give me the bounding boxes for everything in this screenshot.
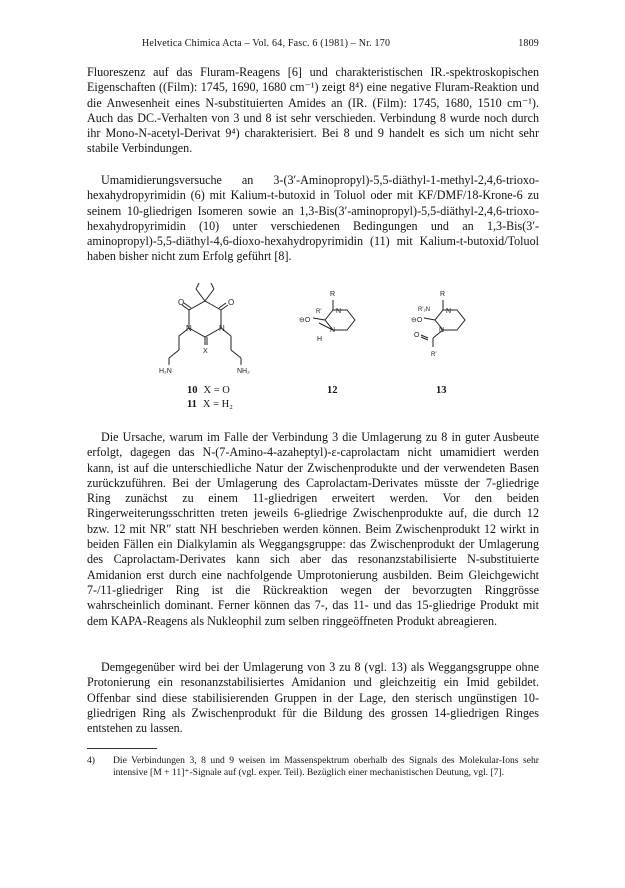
paragraph-1: Fluoreszenz auf das Fluram-Reagens [6] und charakteristischen IR.-spektroskopischen Eigenschaften ((Film): 1745, 1690, 1680 cm⁻¹) zeigt 8⁴) eine negative Fluram-Reaktion und die Anwesenheit eines N-substituierten Amides an (IR. (Film): 1745, 1680, 1510 cm⁻¹). Auch das DC.-Verhalten von 3 und 8 ist sehr verschieden. Verbindung 8 wurde noch durch ihr Mono-N-acetyl-Derivat 9⁴) charakterisiert. Bei 8 und 9 handelt es sich um nicht sehr stabile Verbindungen. — [87, 65, 539, 156]
page-number: 1809 — [518, 38, 539, 49]
journal-title: Helvetica Chimica Acta – Vol. 64, Fasc. 6 (1981) – Nr. 170 — [142, 38, 391, 49]
paragraph-4: Demgegenüber wird bei der Umlagerung von 3 zu 8 (vgl. 13) als Weggangsgruppe ohne Protonierung ein resonanzstabilisiertes Amidanion und gleichzeitig ein Imid gebildet. Offenbar sind diese stabilisierenden Gruppen in der Lage, den sterisch ungünstigen 10-gliedrigen Ring als Zwischenprodukt für die Bildung des grossen 14-gliedrigen Ringes entstehen zu lassen. — [87, 660, 539, 736]
footnote-rule — [87, 748, 157, 749]
atom-r-12: R — [330, 291, 336, 298]
chemical-structures — [87, 283, 539, 423]
atom-o-right: O — [228, 298, 235, 307]
label-11-x: X = H₂ — [202, 399, 233, 410]
label-10-x: X = O — [203, 385, 230, 396]
label-11-num: 11 — [187, 399, 197, 410]
atom-n1-13: N — [446, 308, 452, 315]
atom-r-13: R — [440, 291, 446, 298]
label-compound-13: 13 — [436, 385, 447, 396]
footnote-text: Die Verbindungen 3, 8 und 9 weisen im Massenspektrum oberhalb des Signals des Molekular-Ions sehr intensive [M + 11]⁺-Signale auf (vgl. exper. Teil). Bezüglich einer mechanistischen Deutung, vgl. [7]. — [113, 755, 539, 778]
atom-n2-12: N — [330, 327, 336, 334]
label-compound-10 — [187, 385, 230, 396]
paragraph-2: Umamidierungsversuche an 3-(3′-Aminopropyl)-5,5-diäthyl-1-methyl-2,4,6-trioxo-hexahydropyrimidin (6) mit Kalium-t-butoxid in Toluol oder mit KF/DMF/18-Krone-6 zu seinem 10-gliedrigen Isomeren sowie an 1,3-Bis(3′-aminopropyl)-5,5-diäthyl-2,4,6-trioxo-hexahydropyrimidin (10) unter verschiedenen Bedingungen und an 1,3-Bis(3′-aminopropyl)-5,5-diäthyl-4,6-dioxo-hexahydropyrimidin (11) mit Kalium-t-butoxid/Toluol haben bisher nicht zum Erfolg geführt [8]. — [87, 173, 539, 264]
atom-n-right: N — [219, 324, 225, 333]
atom-rprime-12: R′ — [316, 309, 322, 315]
atom-n-left: N — [186, 324, 192, 333]
atom-o-left: O — [178, 298, 185, 307]
atom-n2-13: N — [439, 327, 445, 334]
label-compound-12: 12 — [327, 385, 338, 396]
structure-figure — [87, 283, 539, 423]
atom-r2n-13: R′₂N — [418, 307, 431, 313]
label-10-num: 10 — [187, 385, 198, 396]
label-compound-11 — [187, 399, 233, 410]
atom-h2n: H₂N — [159, 368, 172, 375]
paragraph-3: Die Ursache, warum im Falle der Verbindung 3 die Umlagerung zu 8 in guter Ausbeute erfolgt, dagegen das N-(7-Amino-4-azaheptyl)-ε-caprolactam nicht umamidiert werden kann, ist auf die unterschiedliche Natur der Zwischenprodukte und der verwendeten Basen zurückzuführen. Bei der Umlagerung des Caprolactam-Derivates müsste der 7-gliedrige Ring zunächst zu einem 11-gliedrigen erweitert werden. Vor den beiden Ringerweiterungsschritten treten jeweils 6-gliedrige Zwischenprodukte auf, die durch 12 bzw. 12 mit NR″ statt NH beschrieben werden können. Beim Zwischenprodukt 12 wirkt in beiden Fällen ein Dialkylamin als Weggangsgruppe: das Zwischenprodukt der Umlagerung des Caprolactam-Derivates kann sich aber das resonanzstabilisierte N-substituierte Amidanion erst durch eine nachfolgende Umprotonierung ausbilden. Beim Gleichgewicht 7-/11-gliedriger Ring ist die Rückreaktion wegen der bevorzugten Ringgrösse wahrscheinlich dominant. Ferner können das 7-, das 11- und das 15-gliedrige Produkt mit dem KAPA-Reagens als Nukleophil zum selben ringgeöffneten Produkt abreagieren. — [87, 430, 539, 628]
footnote-mark: 4) — [87, 755, 95, 766]
atom-h-12: H — [317, 336, 323, 343]
page-header — [87, 38, 539, 52]
atom-ominus-12: ⊖O — [299, 317, 311, 324]
atom-nh2: NH₂ — [237, 368, 250, 375]
atom-o-13: O — [414, 332, 420, 339]
atom-n1-12: N — [336, 308, 342, 315]
atom-ominus-13: ⊖O — [411, 317, 423, 324]
footnote — [87, 755, 539, 779]
atom-rprime-13: R′ — [431, 352, 437, 358]
atom-x: X — [203, 348, 208, 355]
